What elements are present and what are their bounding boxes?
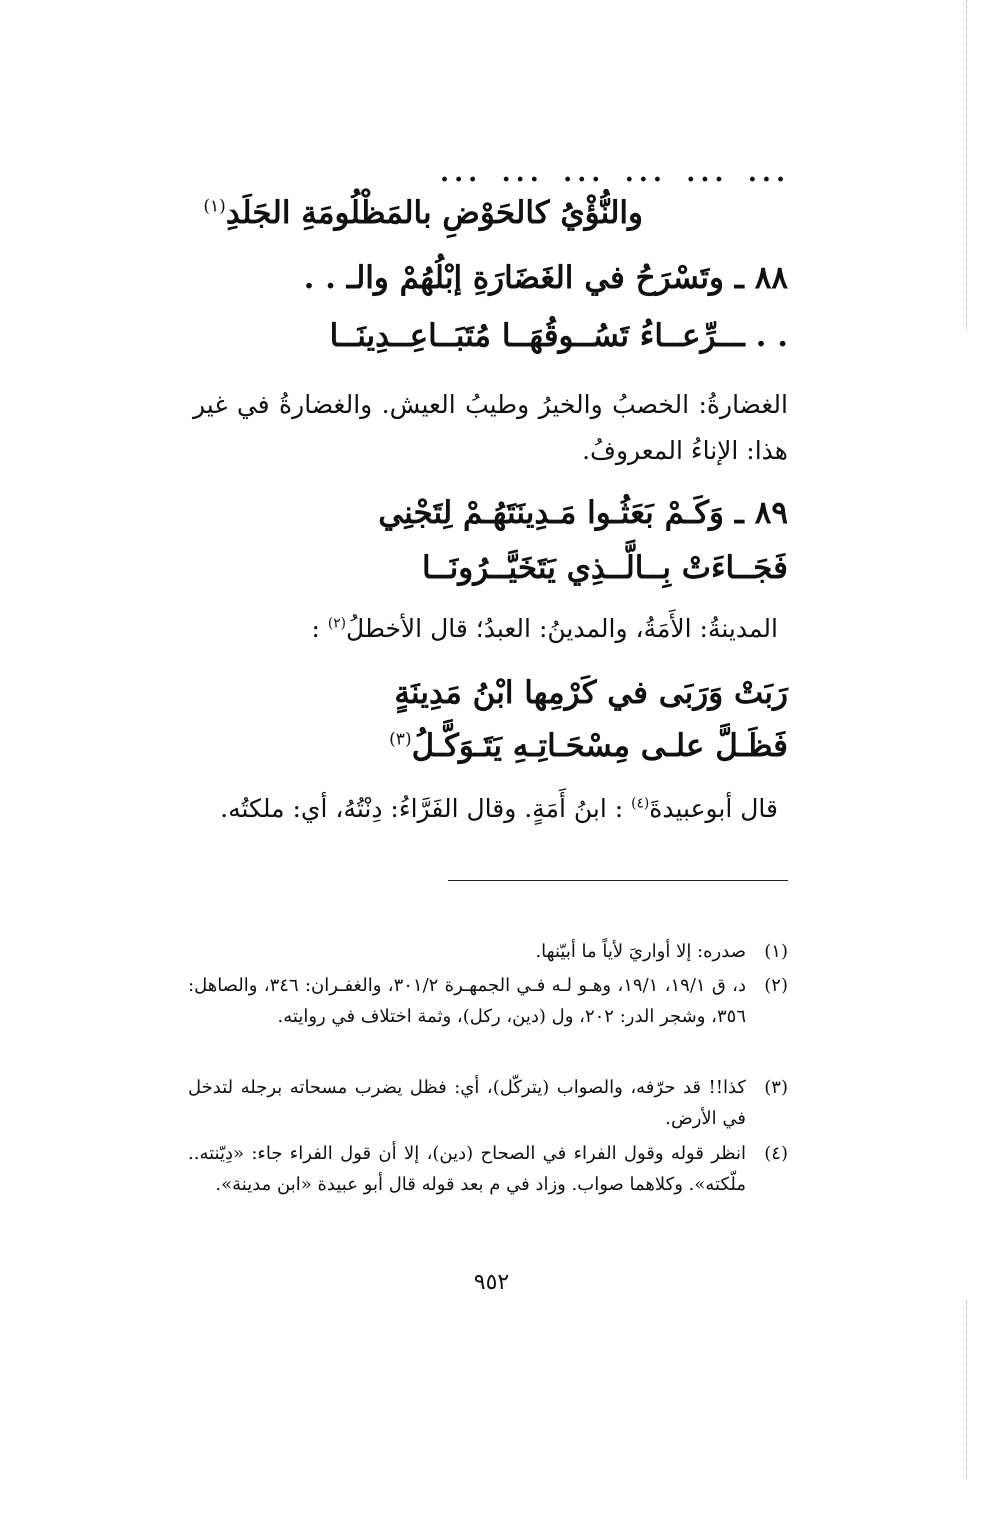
- footnote-number: (٣): [764, 1077, 788, 1098]
- poem-line-quote-2: [389, 728, 788, 764]
- prose-paragraph-3: [220, 794, 778, 823]
- poem-line-quote-1: رَبَتْ وَرَبَى في كَرْمِها ابْنُ مَدِينَةٍ: [394, 675, 788, 711]
- ellipsis: ...: [563, 158, 606, 188]
- footnote-marker: (٢): [327, 615, 347, 632]
- prose-text: المدينةُ: الأَمَةُ، والمدينُ: العبدُ؛ قال الأخطلُ: [346, 614, 778, 643]
- poem-line-1: [203, 195, 643, 231]
- prose-paragraph-1: الغضارةُ: الخصبُ والخيرُ وطيبُ العيش. والغضارةُ في غير هذا: الإناءُ المعروفُ.: [193, 390, 788, 465]
- footnote-text: انظر قوله وقول الفراء في الصحاح (دين)، إلا أن قول الفراء جاء: «دِيّنته.. ملّكته». وكلاهما صواب. وزاد في م بعد قوله قال أبو عبيدة «ابن مدينة».: [188, 1143, 746, 1195]
- ellipsis: ...: [501, 158, 544, 188]
- footnote-marker: (١): [203, 196, 226, 217]
- page-number: ٩٥٢: [473, 1270, 510, 1295]
- ellipsis: ...: [624, 158, 667, 188]
- prose-text: قال أبوعبيدةَ: [649, 794, 778, 823]
- footnote-4: [188, 1138, 788, 1200]
- ellipsis: ...: [686, 158, 729, 188]
- footnote-1: [188, 936, 788, 967]
- footnote-separator: [448, 880, 788, 881]
- footnote-number: (١): [764, 941, 788, 962]
- footnote-marker: (٣): [389, 729, 412, 750]
- footnote-number: (٢): [764, 975, 788, 996]
- poem-line-89a: ٨٩ ـ وَكَـمْ بَعَثُـوا مَـدِينَتَهُـمْ لِتَجْنِي: [378, 495, 788, 531]
- footnote-number: (٤): [764, 1143, 788, 1164]
- ellipsis-row: [440, 158, 790, 188]
- footnote-3: [188, 1072, 788, 1134]
- poem-text: فَظَـلَّ علـى مِسْحَـاتِـهِ يَتَـوَكَّـلُ: [411, 728, 788, 764]
- prose-paragraph-2: [312, 614, 778, 643]
- footnote-text: د، ق ١٩/١، ١٩/١، وهـو لـه فـي الجمهـرة ٣٠١/٢، والغفـران: ٣٤٦، والصاهل: ٣٥٦، وشجر الدر: ٢٠٢، ول (دين، ركل)، وثمة اختلاف في روايته.: [188, 975, 747, 1027]
- poem-text: والنُّؤْيُ كالحَوْضِ بالمَظْلُومَةِ الجَلَدِ: [225, 195, 643, 231]
- footnote-text: صدره: إلا أواريَ لأياً ما أبيّنها.: [535, 941, 746, 962]
- poem-line-88b: . . ـــرِّعــاءُ تَسُــوقُهَــا مُتَبَــاعِــدِينَــا: [329, 318, 788, 354]
- poem-line-88a: ٨٨ ـ وتَسْرَحُ في الغَضَارَةِ إبْلُهُمْ والـ . .: [303, 260, 788, 296]
- ellipsis: ...: [747, 158, 790, 188]
- footnote-marker: (٤): [631, 795, 650, 812]
- poem-line-89b: فَجَــاءَتْ بِــالَّــذِي يَتَخَيَّــرُونَــا: [422, 550, 788, 586]
- prose-colon: :: [311, 614, 328, 643]
- prose-text: : ابنُ أَمَةٍ. وقال الفَرَّاءُ: دِنْتُهُ، أي: ملكتُه.: [220, 794, 632, 823]
- ellipsis: ...: [440, 158, 483, 188]
- footnote-2: [188, 970, 788, 1032]
- scan-edge-line: [966, 1300, 967, 1480]
- footnote-text: كذا!! قد حرّفه، والصواب (يتركّل)، أي: فظل يضرب مسحاته برجله لتدخل في الأرض.: [188, 1077, 746, 1129]
- scan-edge-line: [966, 0, 967, 330]
